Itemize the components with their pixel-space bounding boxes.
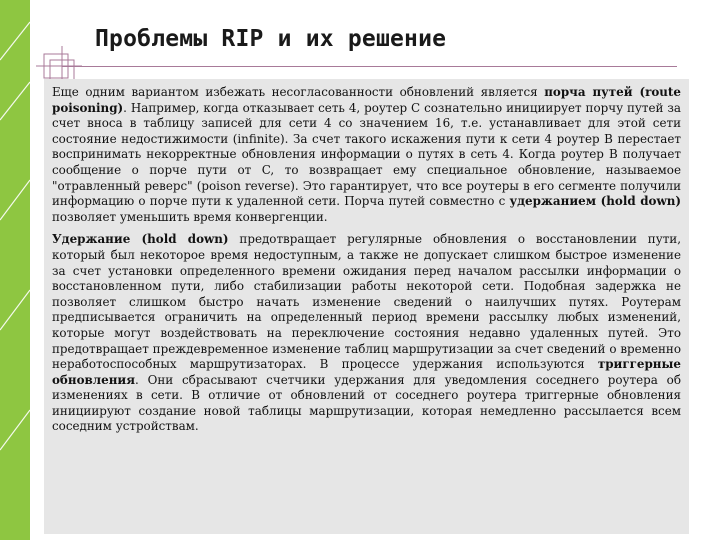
bold-term: удержанием (hold down) [509,194,681,209]
paragraph-route-poisoning [52,85,681,225]
text-segment: предотвращает регулярные обновления о восстановлении пути, который был некоторое время недоступным, а также не допускает слишком быстрое изменение за счет установки определенного времени ожидания перед началом рассылки информации о восстановленном пути, либо стабилизации работы некоторой сети. Подобная задержка не позволяет слишком быстро начать изменение сведений о наилучших путях. Роутерам предписывается ограничить на определенный период времени рассылку любых изменений, которые могут воздействовать на переключение состояния недавно удаленных путей. Это предотвращает преждевременное изменение таблиц маршрутизации за счет сведений о временно неработоспособных маршрутизаторах. В процессе удержания используются [52,232,681,372]
paragraph-hold-down [52,232,681,435]
text-content-box [44,79,689,534]
text-segment: . Они сбрасывают счетчики удержания для уведомления соседнего роутера об изменениях в сети. В отличие от обновлений от соседнего роутера триггерные обновления инициируют создание новой таблицы маршрутизации, которая немедленно рассылается всем соседним устройствам. [52,372,681,434]
bold-term: триггерные обновления [52,357,681,387]
text-segment: Еще одним вариантом избежать несогласованности обновлений является [52,85,545,99]
slide-title: Проблемы RIP и их решение [95,26,447,52]
bold-term: порча путей (route poisoning) [52,85,681,115]
text-segment: . Например, когда отказывает сеть 4, роутер C сознательно инициирует порчу путей за счет вноса в таблицу записей для сети 4 со значением 16, т.е. устанавливает для этой сети состояние недостижимости (infinite). За счет такого искажения пути к сети 4 роутер B перестает воспринимать некорректные обновления информации о путях в сеть 4. Когда роутер B получает сообщение о порче пути от C, то возвращает ему специальное обновление, называемое "отравленный реверс" (poison reverse). Это гарантирует, что все роутеры в его сегменте получили информацию о порче пути к удаленной сети. Порча путей совместно с [52,100,681,209]
title-divider [62,66,677,67]
text-segment: позволяет уменьшить время конвергенции. [52,209,328,224]
bold-term: Удержание (hold down) [52,232,229,247]
